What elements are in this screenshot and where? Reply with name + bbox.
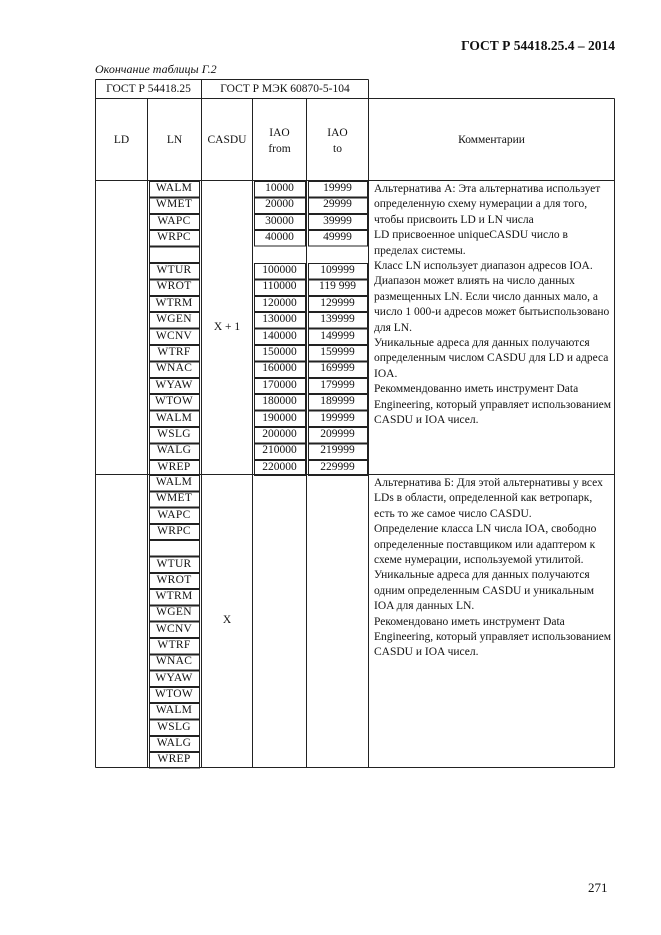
iao-from-cell: 140000 <box>262 329 297 342</box>
ln-cell: WROT <box>156 573 192 586</box>
iao-from-cell: 200000 <box>262 428 297 440</box>
ln-cell: WREP <box>157 753 191 766</box>
iao-to-cell: 139999 <box>320 313 355 326</box>
group-header-gost-r-iec: ГОСТ Р МЭК 60870-5-104 <box>220 83 350 95</box>
iao-to-cell: 169999 <box>320 362 355 375</box>
ln-cell: WTUR <box>156 557 192 570</box>
section-b-casdu: X <box>222 614 232 626</box>
iao-from-cell: 170000 <box>262 378 297 391</box>
comment-paragraph: Рекомендовано иметь инструмент Data Engineering, который управляет использованием CASDU и IOA чисел. <box>374 615 612 659</box>
ln-cell: WREP <box>157 460 191 473</box>
ln-cell: WALM <box>155 704 193 717</box>
table-caption: Окончание таблицы Г.2 <box>95 62 217 76</box>
iao-to-cell: 39999 <box>323 214 352 227</box>
comment-paragraph: Рекоммендованно иметь инструмент Data Engineering, который управляет использованием CASDU и IOA чисел. <box>374 383 612 427</box>
iao-from-cell: 120000 <box>262 296 297 309</box>
iao-to-cell: 129999 <box>320 296 355 309</box>
section-b-comment <box>374 476 614 661</box>
ln-cell: WGEN <box>156 313 192 326</box>
column-header-comments: Комментарии <box>458 134 525 146</box>
section-a-casdu: X + 1 <box>213 321 241 333</box>
iao-to-sublabel: to <box>333 143 342 155</box>
ln-cell: WRPC <box>157 524 191 537</box>
iao-to-cell: 29999 <box>323 198 352 211</box>
iao-from-sublabel: from <box>268 143 291 155</box>
iao-to-cell: 119 999 <box>319 280 356 293</box>
iao-to-cell: 229999 <box>320 460 355 473</box>
ln-cell: WAPC <box>157 508 191 521</box>
ln-cell: WROT <box>156 280 192 293</box>
ln-cell: WYAW <box>155 671 193 684</box>
iao-from-cell: 210000 <box>262 444 297 457</box>
iao-to-cell: 109999 <box>320 264 355 276</box>
ln-cell: WTRM <box>155 590 193 603</box>
comment-paragraph: Класс LN использует диапазон адресов IOA. Диапазон может влиять на число данных размещенных LN. Если число данных мало, а число 1 000-и адресов может бытьиспользовано для LN. <box>374 260 610 334</box>
document-header: ГОСТ Р 54418.25.4 – 2014 <box>461 38 615 53</box>
iao-from-label: IAO <box>269 127 290 139</box>
ln-cell: WALG <box>156 736 192 749</box>
section-a-comment <box>374 182 614 429</box>
ln-cell: WAPC <box>157 214 191 227</box>
iao-from-cell: 20000 <box>265 198 294 211</box>
iao-to-cell: 19999 <box>323 182 352 194</box>
iao-from-cell: 110000 <box>262 280 297 293</box>
iao-to-cell: 179999 <box>320 378 355 391</box>
ln-cell: WALG <box>156 444 192 457</box>
iao-from-cell: 10000 <box>265 182 294 194</box>
group-header-gost-r: ГОСТ Р 54418.25 <box>106 83 191 95</box>
column-header-ld: LD <box>113 134 130 146</box>
column-header-ln: LN <box>166 134 183 146</box>
iao-from-cell: 100000 <box>262 264 297 276</box>
comment-paragraph: Альтернатива Б: Для этой альтернативы у всех LDs в области, определенной как ветропарк, есть то же самое число CASDU. <box>374 477 603 520</box>
ln-cell: WGEN <box>156 606 192 619</box>
ln-cell: WALM <box>155 182 193 194</box>
ln-cell: WALM <box>155 411 193 424</box>
iao-to-label: IAO <box>327 127 348 139</box>
ln-cell: WCNV <box>155 329 193 342</box>
iao-to-cell: 159999 <box>320 346 355 358</box>
ln-cell: WCNV <box>155 622 193 635</box>
comment-paragraph: Определение класса LN числа IOA, свободно определенные поставщиком или адаптером к схеме нумерации, используемой утилитой. <box>374 523 597 567</box>
comment-paragraph: Уникальные адреса для данных получаются одним определенным CASDU и уникальным IOA для данных LN. <box>374 569 595 613</box>
iao-to-cell: 49999 <box>323 231 352 244</box>
ln-cell: WTRF <box>157 639 191 651</box>
comment-paragraph: LD присвоенное uniqueCASDU число в пределах системы. <box>374 229 568 257</box>
ln-cell <box>149 540 199 555</box>
iao-from-cell: 160000 <box>262 362 297 375</box>
iao-from-cell: 30000 <box>265 214 294 227</box>
ln-cell: WTOW <box>154 687 194 700</box>
ln-cell: WTUR <box>156 264 192 276</box>
iao-to-cell: 209999 <box>320 428 355 440</box>
column-header-iao-from <box>253 125 306 157</box>
ln-cell: WNAC <box>155 362 193 375</box>
comment-paragraph: Уникальные адреса для данных получаются определенным числом CASDU для LD и адреса IOA. <box>374 337 609 380</box>
page-number: 271 <box>588 880 608 895</box>
iao-to-cell: 219999 <box>320 444 355 457</box>
iao-to-cell: 199999 <box>320 411 355 424</box>
ln-cell: WYAW <box>155 378 193 391</box>
ln-cell: WSLG <box>157 720 191 733</box>
iao-from-cell: 180000 <box>262 395 297 408</box>
ln-cell: WMET <box>155 492 193 505</box>
iao-from-cell: 150000 <box>262 346 297 358</box>
column-header-iao-to <box>307 125 368 157</box>
iao-to-cell: 149999 <box>320 329 355 342</box>
iao-to-cell: 189999 <box>320 395 355 408</box>
ln-cell: WMET <box>155 198 193 211</box>
ln-cell: WALM <box>155 476 193 488</box>
ln-cell: WTOW <box>154 395 194 408</box>
ln-cell: WTRM <box>155 296 193 309</box>
ln-cell: WSLG <box>157 428 191 440</box>
iao-from-cell: 130000 <box>262 313 297 326</box>
iao-from-cell: 220000 <box>262 460 297 473</box>
column-header-casdu: CASDU <box>207 134 247 146</box>
comment-paragraph: Альтернатива А: Эта альтернатива использует определенную схему нумерации а для того, чтобы присвоить LD и LN числа <box>374 183 601 226</box>
ln-cell: WRPC <box>157 231 191 244</box>
ln-cell: WTRF <box>157 346 191 358</box>
ln-cell <box>149 247 199 262</box>
ln-cell: WNAC <box>155 655 193 668</box>
iao-from-cell: 190000 <box>262 411 297 424</box>
iao-from-cell: 40000 <box>265 231 294 244</box>
